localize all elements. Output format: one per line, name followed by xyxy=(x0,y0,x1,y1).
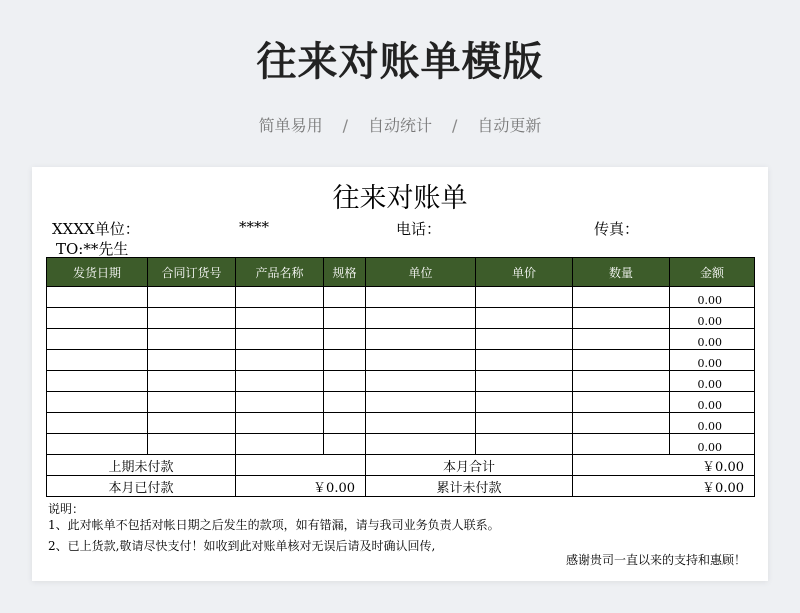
statement-table xyxy=(46,257,755,497)
table-cell[interactable] xyxy=(236,350,324,371)
table-cell[interactable] xyxy=(573,371,670,392)
table-row xyxy=(47,308,755,329)
table-cell[interactable] xyxy=(573,413,670,434)
table-cell[interactable] xyxy=(573,434,670,455)
table-cell[interactable] xyxy=(47,287,148,308)
table-cell[interactable] xyxy=(366,308,476,329)
fax-label: 传真： xyxy=(594,220,640,238)
table-cell[interactable] xyxy=(236,308,324,329)
to-label: TO:**先生 xyxy=(56,240,129,258)
table-cell[interactable] xyxy=(47,329,148,350)
table-cell[interactable] xyxy=(573,329,670,350)
table-cell[interactable] xyxy=(476,413,573,434)
summary-row-1 xyxy=(47,455,755,476)
table-row xyxy=(47,329,755,350)
notes-heading: 说明： xyxy=(48,502,85,516)
table-row xyxy=(47,392,755,413)
month-paid-label: 本月已付款 xyxy=(47,476,236,497)
notes-line-1: 1、此对帐单不包括对帐日期之后发生的款项，如有错漏，请与我司业务负责人联系。 xyxy=(48,518,500,532)
amount-cell[interactable]: 0.00 xyxy=(670,434,755,455)
table-cell[interactable] xyxy=(573,350,670,371)
amount-cell[interactable]: 0.00 xyxy=(670,371,755,392)
table-cell[interactable] xyxy=(47,350,148,371)
table-cell[interactable] xyxy=(476,392,573,413)
subtitle-item-auto-stats: 自动统计 xyxy=(367,116,432,135)
table-cell[interactable] xyxy=(148,350,236,371)
table-row xyxy=(47,371,755,392)
table-cell[interactable] xyxy=(366,413,476,434)
prev-unpaid-label: 上期未付款 xyxy=(47,455,236,476)
column-header: 发货日期 xyxy=(47,258,148,287)
table-cell[interactable] xyxy=(324,434,366,455)
notes-line-2: 2、已上货款,敬请尽快支付！如收到此对账单核对无误后请及时确认回传, xyxy=(48,539,436,553)
table-cell[interactable] xyxy=(148,329,236,350)
table-cell[interactable] xyxy=(476,308,573,329)
table-cell[interactable] xyxy=(148,413,236,434)
month-total-value[interactable]: ￥0.00 xyxy=(573,455,755,476)
table-cell[interactable] xyxy=(324,392,366,413)
column-header: 单价 xyxy=(476,258,573,287)
table-cell[interactable] xyxy=(366,434,476,455)
table-cell[interactable] xyxy=(324,329,366,350)
table-row xyxy=(47,413,755,434)
column-header: 产品名称 xyxy=(236,258,324,287)
column-header: 合同订货号 xyxy=(148,258,236,287)
table-cell[interactable] xyxy=(324,308,366,329)
table-cell[interactable] xyxy=(236,329,324,350)
table-cell[interactable] xyxy=(366,287,476,308)
table-cell[interactable] xyxy=(366,329,476,350)
table-cell[interactable] xyxy=(324,350,366,371)
amount-cell[interactable]: 0.00 xyxy=(670,413,755,434)
unit-label: XXXX单位： xyxy=(52,220,140,238)
subtitle-separator: / xyxy=(342,116,348,135)
table-cell[interactable] xyxy=(236,392,324,413)
table-row xyxy=(47,434,755,455)
table-cell[interactable] xyxy=(148,308,236,329)
column-header: 单位 xyxy=(366,258,476,287)
table-cell[interactable] xyxy=(324,413,366,434)
phone-label: 电话： xyxy=(396,220,442,238)
cumulative-unpaid-label: 累计未付款 xyxy=(366,476,573,497)
amount-cell[interactable]: 0.00 xyxy=(670,308,755,329)
statement-sheet xyxy=(32,167,768,581)
subtitle-separator: / xyxy=(452,116,458,135)
subtitle xyxy=(0,113,800,136)
table-cell[interactable] xyxy=(148,287,236,308)
thanks-message: 感谢贵司一直以来的支持和惠顾！ xyxy=(565,553,746,567)
page-title: 往来对账单模版 xyxy=(256,39,544,85)
table-row xyxy=(47,350,755,371)
table-cell[interactable] xyxy=(236,371,324,392)
table-cell[interactable] xyxy=(324,371,366,392)
table-cell[interactable] xyxy=(573,287,670,308)
summary-row-2 xyxy=(47,476,755,497)
amount-cell[interactable]: 0.00 xyxy=(670,350,755,371)
table-cell[interactable] xyxy=(476,371,573,392)
table-cell[interactable] xyxy=(366,371,476,392)
table-cell[interactable] xyxy=(47,371,148,392)
table-cell[interactable] xyxy=(476,287,573,308)
table-cell[interactable] xyxy=(236,287,324,308)
cumulative-unpaid-value[interactable]: ￥0.00 xyxy=(573,476,755,497)
table-cell[interactable] xyxy=(573,308,670,329)
column-header: 金额 xyxy=(670,258,755,287)
table-cell[interactable] xyxy=(476,350,573,371)
subtitle-item-auto-update: 自动更新 xyxy=(477,116,542,135)
table-cell[interactable] xyxy=(236,413,324,434)
table-cell[interactable] xyxy=(366,350,476,371)
amount-cell[interactable]: 0.00 xyxy=(670,392,755,413)
table-cell[interactable] xyxy=(324,287,366,308)
column-header: 规格 xyxy=(324,258,366,287)
table-cell[interactable] xyxy=(476,329,573,350)
subtitle-item-simple: 简单易用 xyxy=(258,116,323,135)
table-cell[interactable] xyxy=(148,392,236,413)
statement-title: 往来对账单 xyxy=(332,183,468,214)
table-cell[interactable] xyxy=(47,434,148,455)
amount-cell[interactable]: 0.00 xyxy=(670,287,755,308)
amount-cell[interactable]: 0.00 xyxy=(670,329,755,350)
table-cell[interactable] xyxy=(573,392,670,413)
table-cell[interactable] xyxy=(236,434,324,455)
table-header-row xyxy=(47,258,755,287)
table-row xyxy=(47,287,755,308)
month-total-label: 本月合计 xyxy=(366,455,573,476)
table-cell[interactable] xyxy=(366,392,476,413)
prev-unpaid-value[interactable] xyxy=(236,455,366,476)
month-paid-value[interactable]: ￥0.00 xyxy=(236,476,366,497)
table-cell[interactable] xyxy=(148,371,236,392)
column-header: 数量 xyxy=(573,258,670,287)
table-cell[interactable] xyxy=(47,392,148,413)
table-cell[interactable] xyxy=(476,434,573,455)
unit-value[interactable]: **** xyxy=(239,218,269,236)
table-cell[interactable] xyxy=(47,308,148,329)
table-cell[interactable] xyxy=(47,413,148,434)
table-cell[interactable] xyxy=(148,434,236,455)
